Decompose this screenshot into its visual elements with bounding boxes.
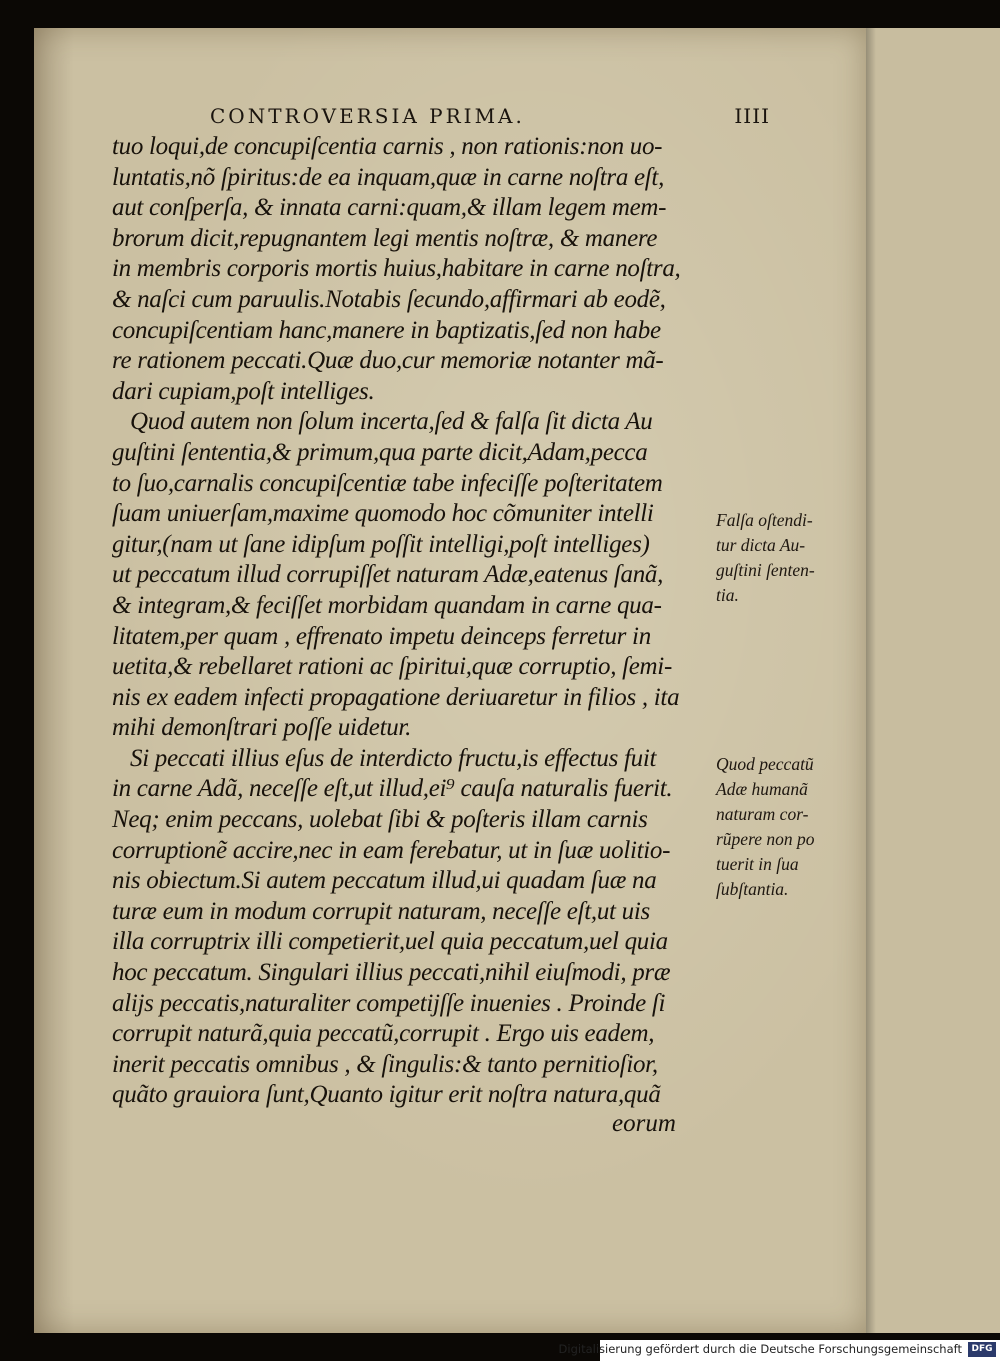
margin-note-line: tur dicta Au- <box>716 535 806 555</box>
text-line: & integram,& feciſſet morbidam quandam in carne qua- <box>112 591 662 619</box>
text-line: litatem,per quam , effrenato impetu deinceps ferretur in <box>112 622 651 650</box>
text-line: guſtini ſententia,& primum,qua parte dicit,Adam,pecca <box>112 438 648 466</box>
text-line: uetita,& rebellaret rationi ac ſpiritui,quæ corruptio, ſemi- <box>112 653 672 681</box>
running-title: CONTROVERSIA PRIMA. <box>210 104 525 128</box>
text-line: concupiſcentiam hanc,manere in baptizatis,ſed non habe <box>112 316 661 344</box>
text-line: in membris corporis mortis huius,habitare in carne noſtra, <box>112 255 681 283</box>
text-line: gitur,(nam ut ſane idipſum poſſit intelligi,poſt intelliges) <box>112 530 650 558</box>
text-line: alijs peccatis,naturaliter competijſſe inuenies . Proinde ſi <box>112 989 666 1017</box>
text-line: inerit peccatis omnibus , & ſingulis:& tanto pernitioſior, <box>112 1050 658 1078</box>
text-line: luntatis,nõ ſpiritus:de ea inquam,quæ in carne noſtra eſt, <box>112 163 665 191</box>
text-line: dari cupiam,poſt intelliges. <box>112 377 375 405</box>
text-line: re rationem peccati.Quæ duo,cur memoriæ notanter mã- <box>112 347 664 375</box>
text-line: quãto grauiora ſunt,Quanto igitur erit noſtra natura,quã <box>112 1081 661 1109</box>
text-line: Si peccati illius eſus de interdicto fructu,is effectus fuit <box>130 744 657 772</box>
margin-note-line: tia. <box>716 585 739 605</box>
text-line: nis obiectum.Si autem peccatum illud,ui quadam ſuæ na <box>112 867 657 895</box>
text-line: illa corruptrix illi competierit,uel quia peccatum,uel quia <box>112 928 668 956</box>
margin-note-false-opinion <box>716 508 866 608</box>
margin-note-line: naturam cor- <box>716 804 809 824</box>
text-line: corruptionẽ accire,nec in eam ferebatur, ut in ſuæ uolitio- <box>112 836 671 864</box>
margin-note-line: Falſa oſtendi- <box>716 510 813 530</box>
funding-credit-text: Digitalisierung gefördert durch die Deutsche Forschungsgemeinschaft <box>558 1342 962 1356</box>
catchword: eorum <box>612 1110 676 1137</box>
margin-note-line: Quod peccatũ <box>716 754 814 774</box>
text-line: Quod autem non ſolum incerta,ſed & falſa ſit dicta Au <box>130 408 653 436</box>
text-line: Neq; enim peccans, uolebat ſibi & poſteris illam carnis <box>112 806 648 834</box>
margin-note-line: tuerit in ſua <box>716 854 799 874</box>
text-line: ſuam uniuerſam,maxime quomodo hoc cõmuniter intelli <box>112 500 654 528</box>
margin-note-line: guſtini ſenten- <box>716 560 815 580</box>
text-line: ut peccatum illud corrupiſſet naturam Adæ,eatenus ſanã, <box>112 561 664 589</box>
page-edge-stripe <box>866 28 1000 1333</box>
margin-note-adam-sin <box>716 752 866 902</box>
text-line: to ſuo,carnalis concupiſcentiæ tabe infeciſſe poſteritatem <box>112 469 663 497</box>
text-line: turæ eum in modum corrupit naturam, neceſſe eſt,ut uis <box>112 897 650 925</box>
text-line: nis ex eadem infecti propagatione deriuaretur in filios , ita <box>112 683 680 711</box>
text-line: & naſci cum paruulis.Notabis ſecundo,affirmari ab eodẽ, <box>112 285 666 313</box>
main-text-block <box>112 132 722 1111</box>
text-line: tuo loqui,de concupiſcentia carnis , non rationis:non uo- <box>112 133 663 160</box>
text-line: in carne Adã, neceſſe eſt,ut illud,ei⁹ cauſa naturalis fuerit. <box>112 775 673 803</box>
margin-note-line: rũpere non po <box>716 829 815 849</box>
page-header <box>110 104 770 134</box>
funding-credit-bar <box>558 1340 1000 1361</box>
text-line: mihi demonſtrari poſſe uidetur. <box>112 714 412 742</box>
text-line: corrupit naturã,quia peccatũ,corrupit . Ergo uis eadem, <box>112 1020 655 1048</box>
text-line: aut conſperſa, & innata carni:quam,& illam legem mem- <box>112 194 667 222</box>
folio-number: IIII <box>734 104 770 128</box>
margin-note-line: Adæ humanã <box>716 779 808 799</box>
text-line: brorum dicit,repugnantem legi mentis noſtræ, & manere <box>112 224 658 252</box>
dfg-logo: DFG <box>968 1342 996 1357</box>
text-line: hoc peccatum. Singulari illius peccati,nihil eiuſmodi, præ <box>112 959 671 987</box>
margin-note-line: ſubſtantia. <box>716 879 789 899</box>
